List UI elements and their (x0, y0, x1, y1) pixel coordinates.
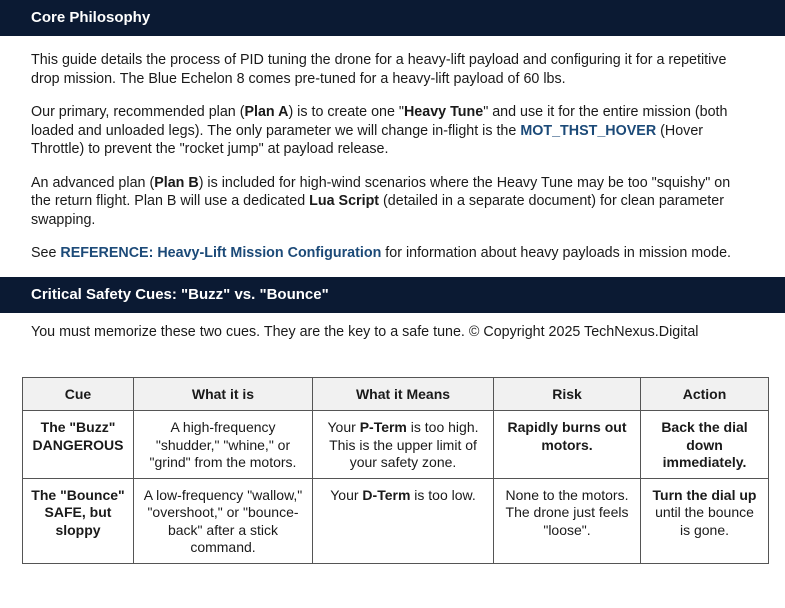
action-cell: Turn the dial up until the bounce is gone. (641, 478, 769, 563)
cue-cell: The "Bounce" SAFE, but sloppy (23, 478, 134, 563)
header-what-it-is: What it is (134, 378, 313, 411)
heavy-tune-label: Heavy Tune (403, 104, 484, 120)
means-cell: Your D-Term is too low. (313, 478, 494, 563)
reference-link[interactable]: REFERENCE: Heavy-Lift Mission Configuration (60, 245, 382, 261)
safety-intro: You must memorize these two cues. They are the key to a safe tune. © Copyright 2025 TechNexus.Digital (31, 323, 699, 340)
section-title: Critical Safety Cues: "Buzz" vs. "Bounce" (31, 285, 329, 303)
means-cell: Your P-Term is too high. This is the upper limit of your safety zone. (313, 411, 494, 479)
header-action: Action (641, 378, 769, 411)
what-cell: A high-frequency "shudder," "whine," or "grind" from the motors. (134, 411, 313, 479)
risk-cell: None to the motors. The drone just feels "loose". (494, 478, 641, 563)
mot-thst-hover-param: MOT_THST_HOVER (520, 122, 657, 139)
lua-script-label: Lua Script (309, 193, 380, 209)
section-header-safety-cues (0, 277, 785, 313)
plan-a-label: Plan A (244, 104, 289, 120)
core-philosophy-content (0, 36, 785, 263)
header-what-it-means: What it Means (313, 378, 494, 411)
safety-cues-table (22, 377, 769, 564)
cue-cell: The "Buzz" DANGEROUS (23, 411, 134, 479)
risk-cell: Rapidly burns out motors. (494, 411, 641, 479)
header-risk: Risk (494, 378, 641, 411)
safety-cues-content (0, 313, 785, 342)
paragraph-plan-a: Our primary, recommended plan (Plan A) is to create one "Heavy Tune" and use it for the entire mission (both loaded and unloaded legs). The only parameter we will change in-flight is the MOT_THST_HOVER (Hover Throttle) to prevent the "rocket jump" at payload release. (31, 104, 728, 157)
what-cell: A low-frequency "wallow," "overshoot," or "bounce-back" after a stick command. (134, 478, 313, 563)
section-title: Core Philosophy (31, 9, 151, 26)
section-header-core-philosophy (0, 0, 785, 36)
plan-b-label: Plan B (154, 174, 199, 191)
table-header-row (23, 378, 769, 411)
paragraph-reference: See REFERENCE: Heavy-Lift Mission Configuration for information about heavy payloads in mission mode. (31, 245, 731, 261)
paragraph-plan-b: An advanced plan (Plan B) is included for high-wind scenarios where the Heavy Tune may be too "squishy" on the return flight. Plan B will use a dedicated Lua Script (detailed in a separate document) for clean parameter swapping. (31, 174, 731, 228)
paragraph-intro: This guide details the process of PID tuning the drone for a heavy-lift payload and configuring it for a repetitive drop mission. The Blue Echelon 8 comes pre-tuned for a heavy-lift payload of 60 lbs. (31, 52, 727, 87)
header-cue: Cue (23, 378, 134, 411)
table-row (23, 411, 769, 479)
table-row (23, 478, 769, 563)
action-cell: Back the dial down immediately. (641, 411, 769, 479)
